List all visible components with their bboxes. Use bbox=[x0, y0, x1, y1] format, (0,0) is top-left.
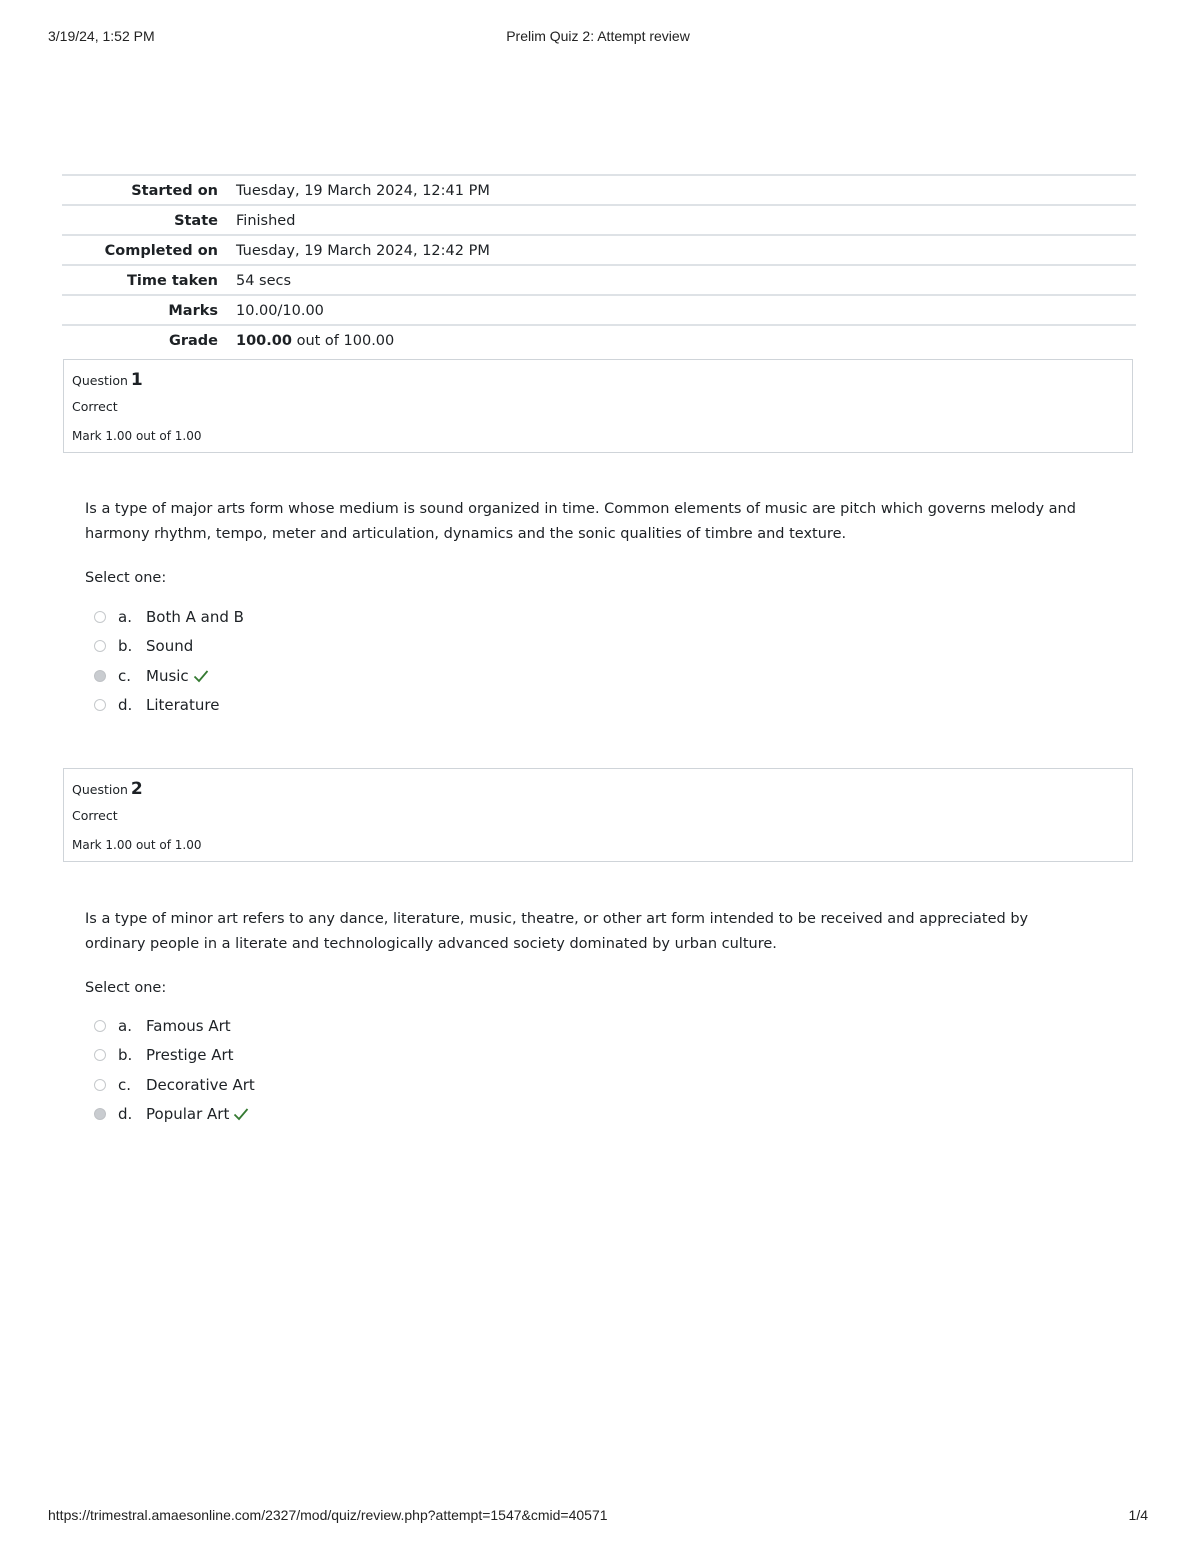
attempt-summary-table bbox=[62, 174, 1136, 354]
summary-row-grade bbox=[62, 325, 1136, 354]
summary-row-time bbox=[62, 265, 1136, 295]
option-letter: d. bbox=[118, 696, 133, 715]
question-grade: Mark 1.00 out of 1.00 bbox=[72, 838, 202, 852]
answer-option-b[interactable] bbox=[94, 1041, 494, 1071]
started-label: Started on bbox=[131, 182, 218, 199]
question-number: Question 2 bbox=[72, 779, 143, 799]
state-label: State bbox=[174, 212, 218, 229]
grade-label: Grade bbox=[168, 332, 218, 349]
print-datetime: 3/19/24, 1:52 PM bbox=[48, 28, 155, 44]
time-value: 54 secs bbox=[236, 272, 292, 289]
radio-button[interactable] bbox=[94, 1079, 106, 1091]
radio-button[interactable] bbox=[94, 611, 106, 623]
option-letter: b. bbox=[118, 1046, 133, 1065]
radio-button-selected[interactable] bbox=[94, 1108, 106, 1120]
question-state: Correct bbox=[72, 399, 118, 414]
answer-option-d[interactable] bbox=[94, 1100, 494, 1130]
summary-row-completed bbox=[62, 235, 1136, 265]
print-title: Prelim Quiz 2: Attempt review bbox=[506, 28, 690, 44]
time-label: Time taken bbox=[127, 272, 218, 289]
grade-value-cell bbox=[234, 325, 1136, 354]
grade-value: 100.00 bbox=[236, 332, 292, 349]
select-one-prompt: Select one: bbox=[85, 980, 167, 996]
option-label: Decorative Art bbox=[146, 1075, 255, 1094]
summary-row-marks bbox=[62, 295, 1136, 325]
option-letter: d. bbox=[118, 1105, 133, 1124]
grade-suffix: out of 100.00 bbox=[291, 332, 395, 349]
radio-button-selected[interactable] bbox=[94, 670, 106, 682]
question-text-1: Is a type of major arts form whose medium is sound organized in time. Common elements of music are pitch which governs melody and harmony rhythm, tempo, meter and articulation, dynamics and the sonic qualities of timbre and texture. bbox=[85, 501, 1076, 542]
answer-list-2 bbox=[94, 1011, 494, 1129]
radio-button[interactable] bbox=[94, 640, 106, 652]
completed-value: Tuesday, 19 March 2024, 12:42 PM bbox=[236, 242, 490, 259]
print-header bbox=[48, 28, 1148, 44]
option-label: Music bbox=[146, 666, 189, 685]
option-letter: a. bbox=[118, 607, 132, 626]
marks-label: Marks bbox=[168, 302, 218, 319]
print-url: https://trimestral.amaesonline.com/2327/mod/quiz/review.php?attempt=1547&cmid=40571 bbox=[48, 1507, 608, 1523]
question-info-1 bbox=[63, 359, 1133, 453]
check-icon bbox=[193, 669, 209, 683]
radio-button[interactable] bbox=[94, 1049, 106, 1061]
completed-label: Completed on bbox=[104, 242, 218, 259]
started-value: Tuesday, 19 March 2024, 12:41 PM bbox=[236, 182, 490, 199]
radio-button[interactable] bbox=[94, 1020, 106, 1032]
answer-option-a[interactable] bbox=[94, 602, 494, 632]
marks-value: 10.00/10.00 bbox=[236, 302, 324, 319]
option-letter: c. bbox=[118, 1075, 132, 1094]
option-label: Prestige Art bbox=[146, 1046, 234, 1065]
answer-option-d[interactable] bbox=[94, 691, 494, 721]
answer-list-1 bbox=[94, 602, 494, 720]
option-letter: c. bbox=[118, 666, 132, 685]
option-letter: a. bbox=[118, 1016, 132, 1035]
option-label: Both A and B bbox=[146, 607, 244, 626]
state-value: Finished bbox=[236, 212, 296, 229]
question-info-2 bbox=[63, 768, 1133, 862]
answer-option-c[interactable] bbox=[94, 661, 494, 691]
check-icon bbox=[233, 1107, 249, 1121]
option-letter: b. bbox=[118, 637, 133, 656]
question-state: Correct bbox=[72, 808, 118, 823]
option-label: Literature bbox=[146, 696, 220, 715]
page-number: 1/4 bbox=[1128, 1507, 1148, 1523]
radio-button[interactable] bbox=[94, 699, 106, 711]
option-label: Popular Art bbox=[146, 1105, 230, 1124]
answer-option-c[interactable] bbox=[94, 1070, 494, 1100]
summary-row-state bbox=[62, 205, 1136, 235]
option-label: Famous Art bbox=[146, 1016, 231, 1035]
print-footer bbox=[48, 1507, 1148, 1523]
question-grade: Mark 1.00 out of 1.00 bbox=[72, 429, 202, 443]
answer-option-b[interactable] bbox=[94, 632, 494, 662]
summary-row-started bbox=[62, 175, 1136, 205]
question-text-2: Is a type of minor art refers to any dance, literature, music, theatre, or other art form intended to be received and appreciated by ordinary people in a literate and technologically advanced society dominated by urban culture. bbox=[85, 911, 1029, 952]
question-number: Question 1 bbox=[72, 370, 143, 390]
option-label: Sound bbox=[146, 637, 194, 656]
select-one-prompt: Select one: bbox=[85, 570, 167, 586]
answer-option-a[interactable] bbox=[94, 1011, 494, 1041]
